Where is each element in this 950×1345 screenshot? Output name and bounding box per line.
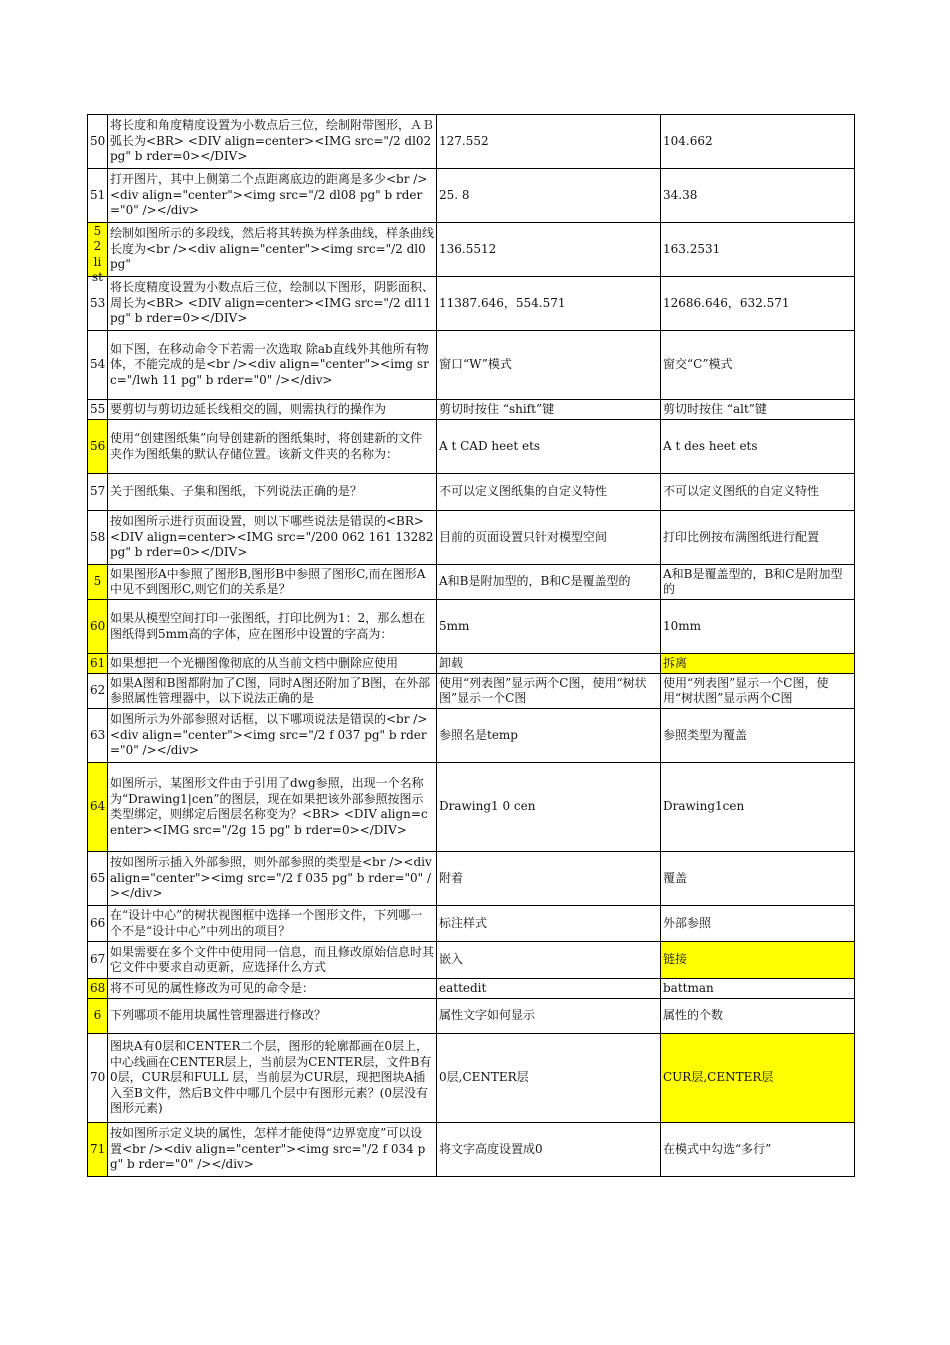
option-b-cell: 属性的个数 <box>661 999 855 1034</box>
table-row <box>88 674 855 709</box>
table-row <box>88 709 855 763</box>
option-a-cell: 附着 <box>437 852 661 906</box>
option-a-cell: 127.552 <box>437 115 661 169</box>
option-a-cell: 卸载 <box>437 654 661 674</box>
option-a-cell: A t CAD heet ets <box>437 420 661 474</box>
row-number: 51 <box>88 169 108 223</box>
question-cell: 如果想把一个光栅图像彻底的从当前文档中删除应使用 <box>108 654 437 674</box>
option-a-cell: 参照名是temp <box>437 709 661 763</box>
table-row <box>88 763 855 852</box>
option-b-cell: 104.662 <box>661 115 855 169</box>
table-row <box>88 1034 855 1123</box>
option-a-cell: 剪切时按住 “shift”键 <box>437 400 661 420</box>
table-row <box>88 511 855 565</box>
option-b-cell: 覆盖 <box>661 852 855 906</box>
row-number: 53 <box>88 277 108 331</box>
option-a-cell: Drawing1 0 cen <box>437 763 661 852</box>
question-cell: 绘制如图所示的多段线，然后将其转换为样条曲线，样条曲线长度为<br /><div align="center"><img src="/2 dl0 pg" <box>108 223 437 277</box>
row-number: 58 <box>88 511 108 565</box>
option-a-cell: 目前的页面设置只针对模型空间 <box>437 511 661 565</box>
table-row <box>88 1123 855 1177</box>
question-cell: 将长度精度设置为小数点后三位，绘制以下图形，阴影面积、周长为<BR> <DIV align=center><IMG src="/2 dl11 pg" b rder=0></DIV> <box>108 277 437 331</box>
question-cell: 如果需要在多个文件中使用同一信息，而且修改原始信息时其它文件中要求自动更新，应选择什么方式 <box>108 942 437 979</box>
table-row <box>88 852 855 906</box>
row-number: 55 <box>88 400 108 420</box>
option-a-cell: 窗口“W”模式 <box>437 331 661 400</box>
table-row <box>88 223 855 277</box>
question-cell: 如果图形A中参照了图形B,图形B中参照了图形C,而在图形A中见不到图形C,则它们的关系是？ <box>108 565 437 600</box>
option-b-cell: 12686.646，632.571 <box>661 277 855 331</box>
question-cell: 图块A有0层和CENTER二个层，图形的轮廓都画在0层上，中心线画在CENTER层上，当前层为CENTER层，文件B有0层，CUR层和FULL 层，当前层为CUR层，现把图块A插入至B文件，然后B文件中哪几个层中有图形元素？(0层没有图形元素) <box>108 1034 437 1123</box>
question-table <box>87 114 855 1177</box>
option-a-cell: 11387.646，554.571 <box>437 277 661 331</box>
option-a-cell: 0层,CENTER层 <box>437 1034 661 1123</box>
table-row <box>88 400 855 420</box>
option-a-cell: 25. 8 <box>437 169 661 223</box>
table-row <box>88 565 855 600</box>
option-b-cell: 链接 <box>661 942 855 979</box>
row-number: 61 <box>88 654 108 674</box>
question-cell: 如图所示，某图形文件由于引用了dwg参照，出现一个名称为“Drawing1|cen”的图层，现在如果把该外部参照按图示类型绑定，则绑定后图层名称变为？<BR> <DIV align=center><IMG src="/2g 15 pg" b rder=0></DIV> <box>108 763 437 852</box>
row-number: 6 <box>88 999 108 1034</box>
row-number: 70 <box>88 1034 108 1123</box>
table-row <box>88 277 855 331</box>
option-b-cell: 不可以定义图纸的自定义特性 <box>661 474 855 511</box>
row-number: 68 <box>88 979 108 999</box>
option-b-cell: 34.38 <box>661 169 855 223</box>
table-row <box>88 115 855 169</box>
option-a-cell: 5mm <box>437 600 661 654</box>
option-b-cell: 剪切时按住 “alt”键 <box>661 400 855 420</box>
table-row <box>88 420 855 474</box>
option-a-cell: 属性文字如何显示 <box>437 999 661 1034</box>
table-row <box>88 979 855 999</box>
table-row <box>88 331 855 400</box>
question-cell: 如图所示为外部参照对话框，以下哪项说法是错误的<br /><div align="center"><img src="/2 f 037 pg" b rder="0" /></div> <box>108 709 437 763</box>
table-row <box>88 654 855 674</box>
option-a-cell: 标注样式 <box>437 906 661 942</box>
row-number: 5 <box>88 565 108 600</box>
row-number: 64 <box>88 763 108 852</box>
option-b-cell: 外部参照 <box>661 906 855 942</box>
option-b-cell: 窗交“C”模式 <box>661 331 855 400</box>
option-b-cell: Drawing1cen <box>661 763 855 852</box>
question-cell: 将不可见的属性修改为可见的命令是： <box>108 979 437 999</box>
row-number: 54 <box>88 331 108 400</box>
option-a-cell: eattedit <box>437 979 661 999</box>
table-row <box>88 906 855 942</box>
question-cell: 关于图纸集、子集和图纸，下列说法正确的是？ <box>108 474 437 511</box>
option-b-cell: A和B是覆盖型的，B和C是附加型的 <box>661 565 855 600</box>
question-cell: 要剪切与剪切边延长线相交的圆，则需执行的操作为 <box>108 400 437 420</box>
question-cell: 按如图所示定义块的属性，怎样才能使得“边界宽度”可以设置<br /><div align="center"><img src="/2 f 034 pg" b rder="0" /></div> <box>108 1123 437 1177</box>
option-a-cell: 将文字高度设置成0 <box>437 1123 661 1177</box>
row-number: 67 <box>88 942 108 979</box>
row-number: 57 <box>88 474 108 511</box>
row-number: 63 <box>88 709 108 763</box>
option-b-cell: 使用“列表图”显示一个C图，使用“树状图”显示两个C图 <box>661 674 855 709</box>
table-row <box>88 169 855 223</box>
row-number: 71 <box>88 1123 108 1177</box>
option-b-cell: CUR层,CENTER层 <box>661 1034 855 1123</box>
question-cell: 下列哪项不能用块属性管理器进行修改？ <box>108 999 437 1034</box>
option-b-cell: 拆离 <box>661 654 855 674</box>
question-cell: 将长度和角度精度设置为小数点后三位，绘制附带图形，ＡＢ弧长为<BR> <DIV align=center><IMG src="/2 dl02 pg" b rder=0></DIV> <box>108 115 437 169</box>
option-b-cell: 参照类型为覆盖 <box>661 709 855 763</box>
table-row <box>88 600 855 654</box>
option-a-cell: 嵌入 <box>437 942 661 979</box>
question-cell: 打开图片，其中上侧第二个点距离底边的距离是多少<br /><div align="center"><img src="/2 dl08 pg" b rder="0" /></div> <box>108 169 437 223</box>
table-row <box>88 474 855 511</box>
question-cell: 如下图，在移动命令下若需一次选取 除ab直线外其他所有物体，不能完成的是<br /><div align="center"><img src="/lwh 11 pg" b rder="0" /></div> <box>108 331 437 400</box>
option-b-cell: 163.2531 <box>661 223 855 277</box>
row-number: 60 <box>88 600 108 654</box>
table-row <box>88 942 855 979</box>
question-cell: 按如图所示插入外部参照，则外部参照的类型是<br /><div align="center"><img src="/2 f 035 pg" b rder="0" /></div> <box>108 852 437 906</box>
option-a-cell: A和B是附加型的，B和C是覆盖型的 <box>437 565 661 600</box>
option-b-cell: 打印比例按布满图纸进行配置 <box>661 511 855 565</box>
option-b-cell: 在模式中勾选“多行” <box>661 1123 855 1177</box>
row-number: 62 <box>88 674 108 709</box>
row-number: 66 <box>88 906 108 942</box>
row-number: 56 <box>88 420 108 474</box>
option-b-cell: 10mm <box>661 600 855 654</box>
option-b-cell: A t des heet ets <box>661 420 855 474</box>
option-a-cell: 不可以定义图纸集的自定义特性 <box>437 474 661 511</box>
question-cell: 如果从模型空间打印一张图纸，打印比例为1：2，那么想在图纸得到5mm高的字体，应在图形中设置的字高为： <box>108 600 437 654</box>
question-cell: 使用“创建图纸集”向导创建新的图纸集时，将创建新的文件夹作为图纸集的默认存储位置。该新文件夹的名称为： <box>108 420 437 474</box>
row-number: 52 li st <box>88 223 108 277</box>
option-b-cell: battman <box>661 979 855 999</box>
question-cell: 按如图所示进行页面设置，则以下哪些说法是错误的<BR> <DIV align=center><IMG src="/200 062 161 13282 pg" b rder=0></DIV> <box>108 511 437 565</box>
row-number: 65 <box>88 852 108 906</box>
option-a-cell: 使用“列表图”显示两个C图，使用“树状图”显示一个C图 <box>437 674 661 709</box>
question-cell: 在“设计中心”的树状视图框中选择一个图形文件，下列哪一个不是“设计中心”中列出的项目？ <box>108 906 437 942</box>
table-row <box>88 999 855 1034</box>
option-a-cell: 136.5512 <box>437 223 661 277</box>
question-cell: 如果A图和B图都附加了C图，同时A图还附加了B图，在外部参照属性管理器中，以下说法正确的是 <box>108 674 437 709</box>
row-number: 50 <box>88 115 108 169</box>
